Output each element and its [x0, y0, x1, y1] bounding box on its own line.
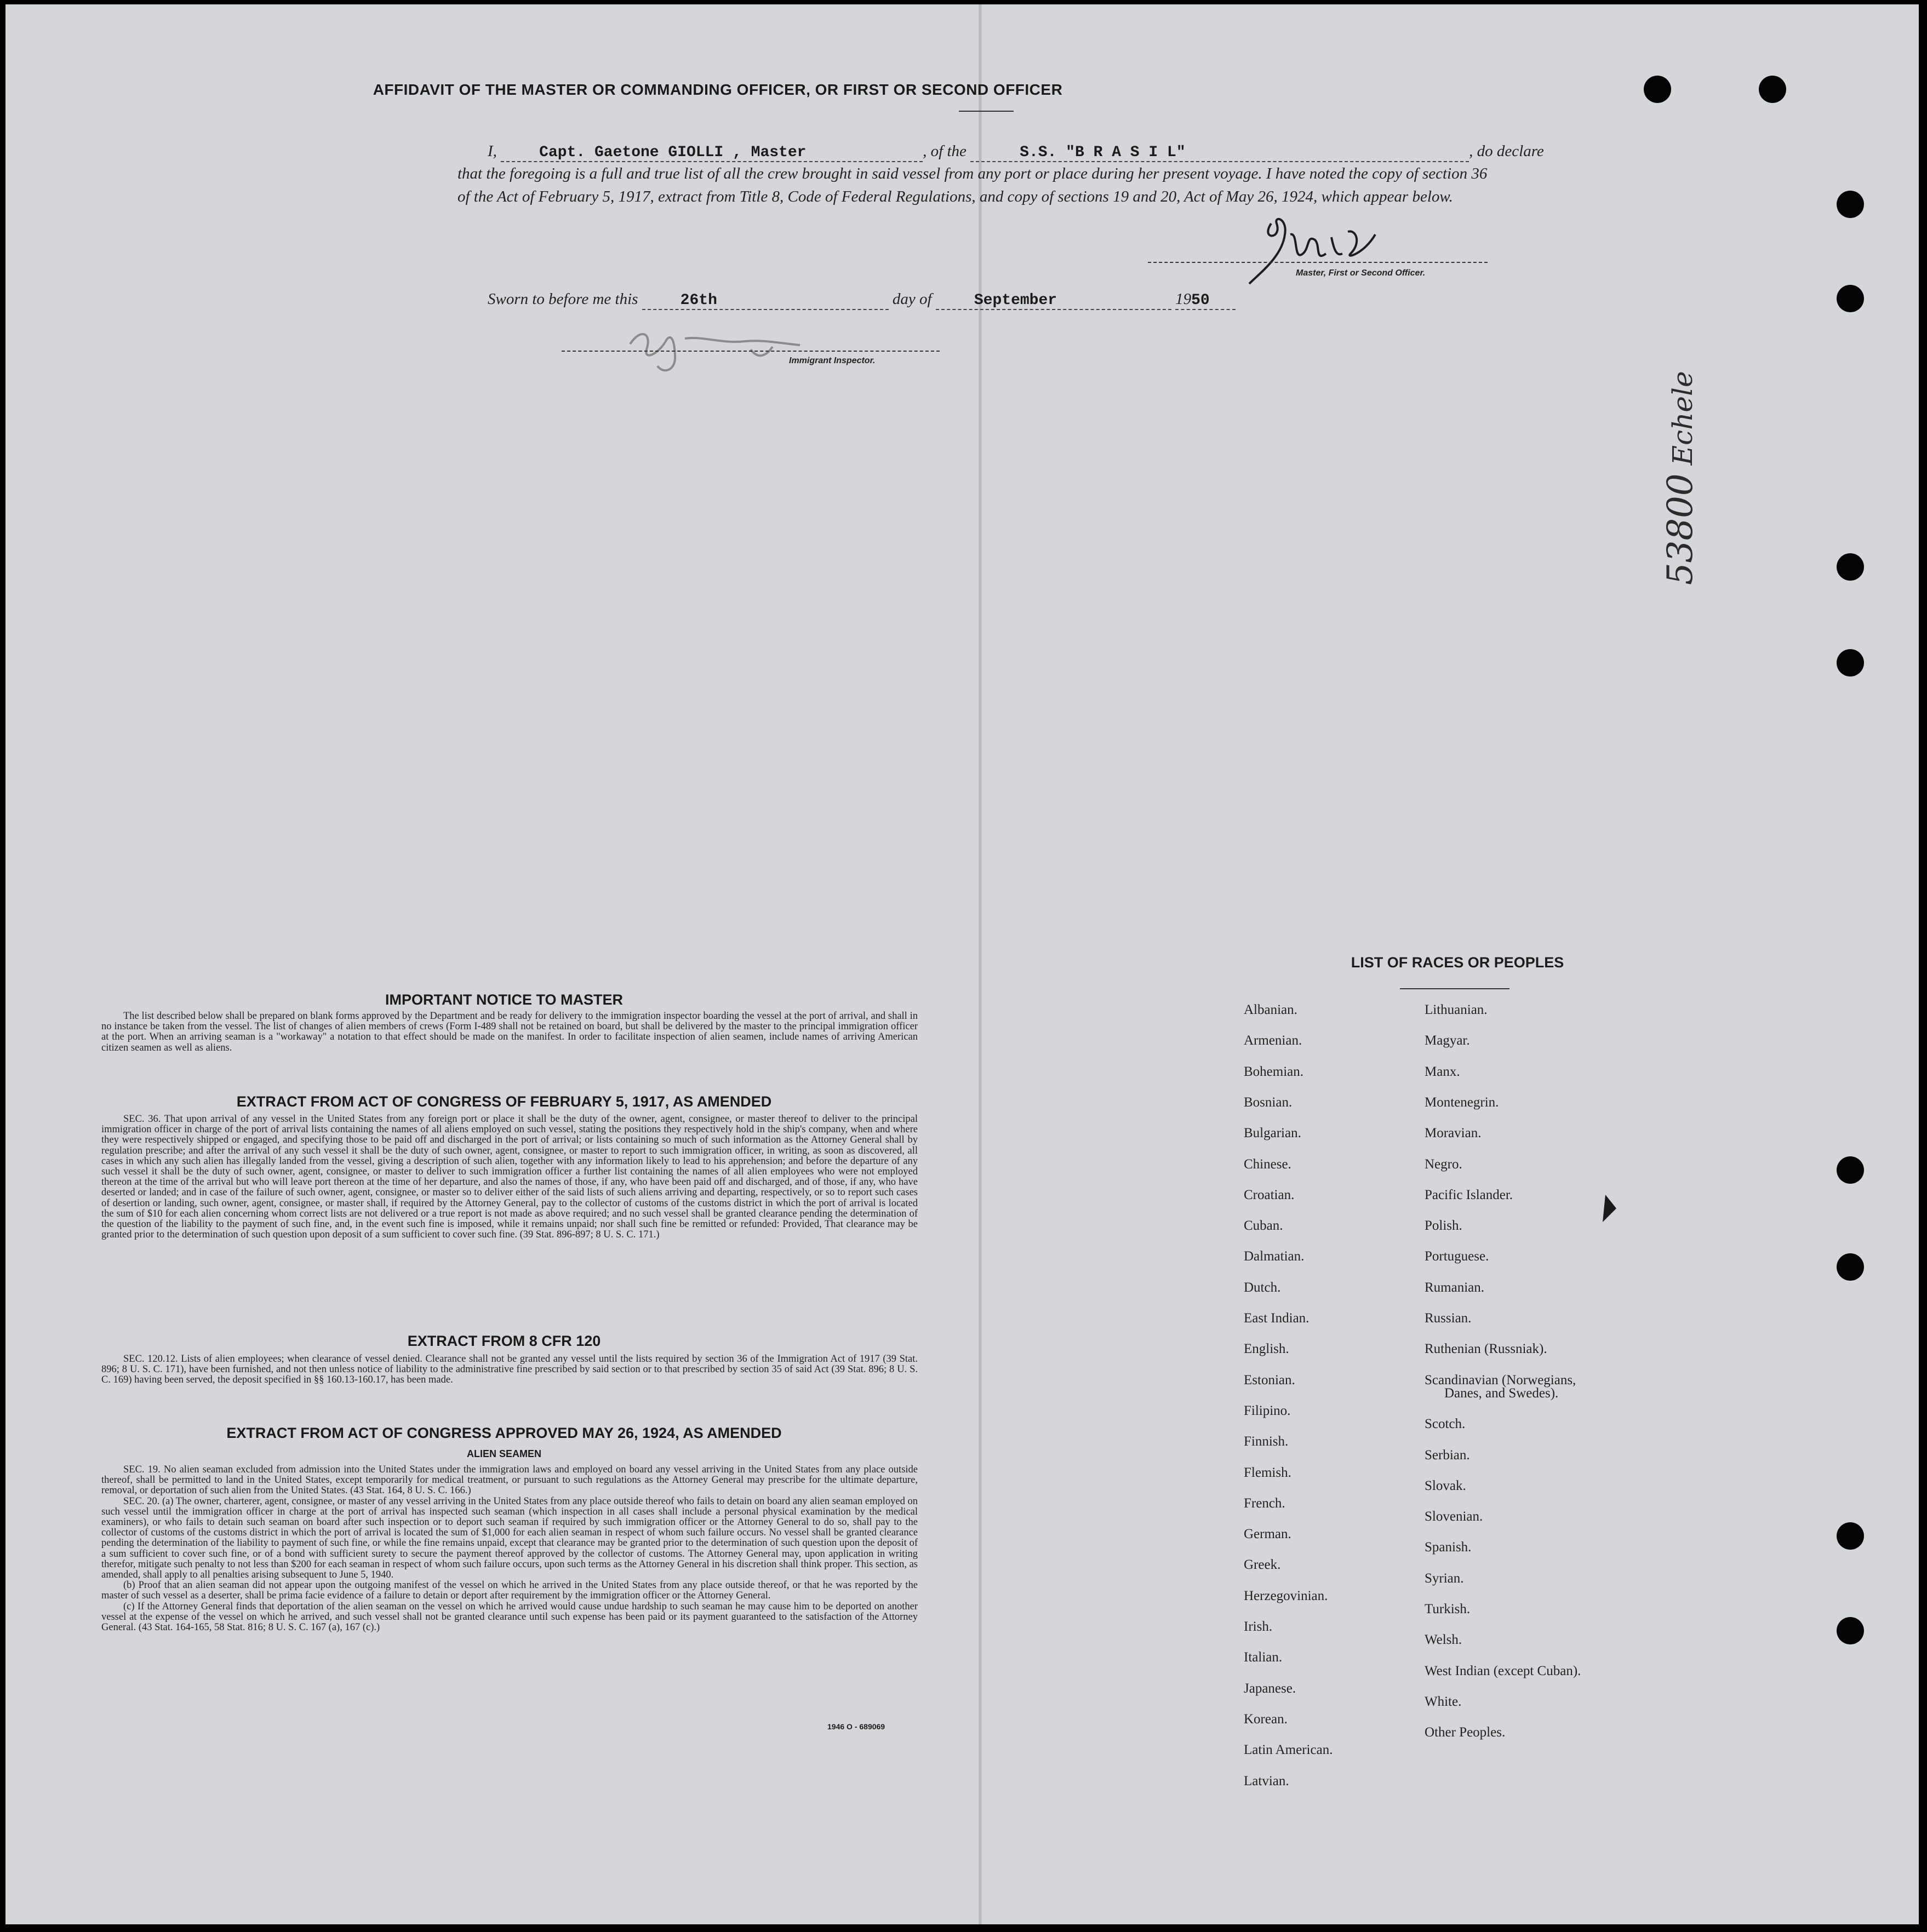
race-item: Albanian.	[1244, 1002, 1297, 1017]
race-item: Bohemian.	[1244, 1064, 1304, 1079]
binder-hole	[1837, 553, 1864, 581]
declaration-line	[488, 142, 1544, 162]
sec-20b: (b) Proof that an alien seaman did not appear upon the outgoing manifest of the vessel on which he arrived in the United States from any place outside thereof, or that he was reported by the master of such vessel as a deserter, shall be prima facie evidence of a failure to detain or deport after requirement by the immigration officer or the Attorney General.	[101, 1580, 918, 1602]
inspector-caption: Immigrant Inspector.	[789, 356, 876, 365]
extract-1917-text: SEC. 36. That upon arrival of any vessel in the United States from any foreign port or place it shall be the duty of the owner, agent, consignee, or master thereof to deliver to the principal immigration officer in charge of the port of arrival lists containing the names of all aliens employed on such vessel, stating the positions they respectively hold in the ship's company, when and where they were respectively shipped or engaged, and specifying those to be paid off and discharged in the port of arrival; or lists containing so much of such information as the Attorney General shall by regulation prescribe; and after the arrival of any such vessel it shall be the duty of such owner, agent, consignee, or master to report to such immigration officer, in writing, as soon as discovered, all cases in which any such alien has illegally landed from the vessel, giving a description of such alien, together with any information likely to lead to his apprehension; and before the departure of any such vessel it shall be the duty of such owner, agent, consignee, or master to deliver to such immigration officer a further list containing the names of all alien employees who were not employed thereon at the time of the arrival but who will leave port thereon at the time of her departure, and also the names of those, if any, who have been paid off and discharged, and of those, if any, who have deserted or landed; and in case of the failure of such owner, agent, consignee, or master so to deliver either of the said lists of such aliens arriving and departing, respectively, or so to report such cases of desertion or landing, such owner, agent, consignee, or master shall, if required by the Attorney General, pay to the collector of customs of the customs district in which the port of arrival is located the sum of $10 for each alien concerning whom correct lists are not delivered or a true report is not made as above required; and no such vessel shall be granted clearance pending the determination of the question of the liability to the payment of such fine, and, in the event such fine is imposed, while it remains unpaid; nor shall such fine be remitted or refunded: Provided, That clearance may be granted prior to the determination of such question upon deposit of a sum sufficient to cover such fine. (39 Stat. 896-897; 8 U. S. C. 171.)	[101, 1114, 918, 1241]
year-prefix: 19	[1175, 290, 1192, 308]
year-field	[1175, 290, 1236, 310]
binder-hole	[1837, 649, 1864, 677]
title-rule	[959, 111, 1014, 112]
race-item: Polish.	[1425, 1218, 1462, 1234]
race-item: English.	[1244, 1341, 1289, 1357]
sworn-prefix: Sworn to before me this	[488, 290, 638, 308]
race-item: Spanish.	[1425, 1540, 1472, 1555]
extract-cfr-heading: EXTRACT FROM 8 CFR 120	[407, 1333, 601, 1349]
race-item: German.	[1244, 1527, 1291, 1542]
race-item: Korean.	[1244, 1711, 1288, 1727]
pointer-mark	[1600, 1192, 1622, 1225]
race-item: Bulgarian.	[1244, 1126, 1301, 1141]
race-item: French.	[1244, 1495, 1285, 1511]
race-item: Syrian.	[1425, 1570, 1464, 1586]
race-item: Dutch.	[1244, 1280, 1281, 1295]
sec-20a: SEC. 20. (a) The owner, charterer, agent, consignee, or master of any vessel arriving in the United States from any place outside thereof who fails to detain on board any alien seaman employed on such vessel until the immigration officer in charge at the port of arrival has inspected such seaman (which inspection in all cases shall include a personal physical examination by the medical examiners), or who fails to detain such seaman on board after such inspection or to deport such seaman if required by such immigration officer or the Attorney General to do so, shall pay to the collector of customs of the customs district in which the port of arrival is located the sum of $1,000 for each alien seaman in respect of whom such failure occurs. No vessel shall be granted clearance pending the determination of the liability to payment of such fine, or while the fine remains unpaid, except that clearance may be granted prior to the determination of such question upon the deposit of a sum sufficient to cover such fine, or of a bond with sufficient surety to secure the payment thereof approved by the collector of customs. The Attorney General may, upon application in writing therefor, mitigate such penalty to not less than $200 for each seaman in respect of whom such failure occurs, upon such terms as the Attorney General in his discretion shall think proper. This section, as amended, shall apply to all penalties arising subsequent to June 5, 1940.	[101, 1495, 918, 1581]
margin-note-number: 53800	[1660, 473, 1701, 585]
races-rule	[1400, 988, 1509, 989]
race-item: Cuban.	[1244, 1218, 1283, 1234]
race-item: Magyar.	[1425, 1033, 1470, 1048]
document-sheet	[5, 4, 1919, 1924]
race-item: Danes, and Swedes).	[1444, 1385, 1559, 1401]
race-item: Dalmatian.	[1244, 1249, 1305, 1264]
race-item: Scandinavian (Norwegians,	[1425, 1372, 1576, 1388]
race-item: Filipino.	[1244, 1403, 1291, 1418]
inspector-signature	[614, 311, 822, 377]
sec-20c: (c) If the Attorney General finds that deportation of the alien seaman on the vessel on which he arrived would cause undue hardship to such seaman he may cause him to be deported on another vessel at the expense of the vessel on which he arrived, and such vessel shall not be granted clearance until such expense has been paid or its payment guaranteed to the satisfaction of the Attorney General. (43 Stat. 164-165, 58 Stat. 816; 8 U. S. C. 167 (a), 167 (c).)	[101, 1601, 918, 1633]
extract-1924-text	[101, 1465, 918, 1633]
race-item: Ruthenian (Russniak).	[1425, 1341, 1547, 1357]
race-item: Pacific Islander.	[1425, 1187, 1513, 1202]
race-item: Lithuanian.	[1425, 1002, 1488, 1017]
race-item: Flemish.	[1244, 1465, 1291, 1480]
race-item: Armenian.	[1244, 1033, 1302, 1048]
affidavit-title: AFFIDAVIT OF THE MASTER OR COMMANDING OFFICER, OR FIRST OR SECOND OFFICER	[373, 81, 1063, 98]
race-item: Montenegrin.	[1425, 1094, 1499, 1110]
race-item: Chinese.	[1244, 1156, 1291, 1172]
signature-caption: Master, First or Second Officer.	[1296, 268, 1426, 278]
race-item: Other Peoples.	[1425, 1725, 1506, 1740]
declaration-prefix: I,	[488, 142, 497, 160]
race-item: Turkish.	[1425, 1602, 1471, 1616]
margin-note	[1660, 371, 1701, 585]
sworn-month: September	[974, 292, 1057, 309]
sworn-day: 26th	[680, 292, 717, 309]
race-item: White.	[1425, 1694, 1462, 1709]
race-item: Moravian.	[1425, 1126, 1482, 1141]
day-of-label: day of	[892, 290, 932, 308]
binder-hole	[1837, 285, 1864, 312]
year-suffix: 50	[1191, 292, 1210, 309]
races-heading: LIST OF RACES OR PEOPLES	[1351, 954, 1564, 971]
race-item: Manx.	[1425, 1064, 1460, 1079]
race-item: Herzegovinian.	[1244, 1588, 1328, 1603]
master-signature	[1238, 202, 1397, 295]
do-declare-label: , do declare	[1469, 142, 1544, 160]
binder-hole	[1837, 1522, 1864, 1550]
race-item: Scotch.	[1425, 1417, 1466, 1432]
notice-heading: IMPORTANT NOTICE TO MASTER	[385, 991, 623, 1008]
declaration-body: that the foregoing is a full and true list of all the crew brought in said vessel from any port or place during her present voyage. I have noted the copy of section 36 of the Act of February 5, 1917, extract from Title 8, Code of Federal Regulations, and copy of sections 19 and 20, Act of May 26, 1924, which appear below.	[458, 165, 1488, 205]
binder-hole	[1837, 1617, 1864, 1644]
binder-hole	[1644, 76, 1671, 103]
race-item: Croatian.	[1244, 1187, 1295, 1202]
sworn-line	[488, 290, 1236, 310]
race-item: Russian.	[1425, 1311, 1472, 1326]
master-signature-line	[1148, 262, 1488, 263]
vessel-field	[970, 142, 1469, 162]
margin-note-word: Echele	[1667, 371, 1699, 466]
extract-cfr-text: SEC. 120.12. Lists of alien employees; when clearance of vessel denied. Clearance shall not be granted any vessel until the lists required by section 36 of the Immigration Act of 1917 (39 Stat. 896; 8 U. S. C. 171), have been furnished, and not then unless notice of liability to the administrative fine prescribed by said section or to that prescribed by section 35 of said Act (39 Stat. 896; 8 U. S. C. 169) having been served, the deposit specified in §§ 160.13-160.17, has been made.	[101, 1354, 918, 1386]
race-item: Bosnian.	[1244, 1094, 1293, 1110]
race-item: Negro.	[1425, 1156, 1462, 1172]
binder-hole	[1837, 1156, 1864, 1184]
master-name: Capt. Gaetone GIOLLI , Master	[539, 144, 807, 161]
race-item: Welsh.	[1425, 1632, 1462, 1648]
sec-19: SEC. 19. No alien seaman excluded from admission into the United States under the immigration laws and employed on board any vessel arriving in the United States from any place outside thereof, shall be permitted to land in the United States, except temporarily for medical treatment, or pursuant to such regulations as the Attorney General may prescribe for the ultimate departure, removal, or deportation of such alien from the United States. (43 Stat. 164, 8 U. S. C. 166.)	[101, 1464, 918, 1497]
race-item: Slovak.	[1425, 1478, 1466, 1493]
race-item: Italian.	[1244, 1650, 1283, 1665]
race-item: Greek.	[1244, 1557, 1281, 1573]
race-item: Irish.	[1244, 1619, 1273, 1634]
race-item: Serbian.	[1425, 1447, 1470, 1463]
race-item: Portuguese.	[1425, 1249, 1489, 1264]
vessel-name: S.S. "B R A S I L"	[1020, 144, 1186, 161]
extract-1924-subheading: ALIEN SEAMEN	[466, 1448, 541, 1459]
binder-hole	[1837, 1253, 1864, 1281]
extract-1917-heading: EXTRACT FROM ACT OF CONGRESS OF FEBRUARY 5, 1917, AS AMENDED	[236, 1093, 772, 1110]
master-name-field	[501, 142, 923, 162]
binder-hole	[1837, 191, 1864, 218]
race-item: Latin American.	[1244, 1742, 1333, 1758]
print-code: 1946 O - 689069	[827, 1722, 885, 1731]
notice-text: The list described below shall be prepared on blank forms approved by the Department and be ready for delivery to the immigration inspector boarding the vessel at the port of arrival, and shall in no instance be taken from the vessel. The list of changes of alien members of crews (Form I-489 shall not be retained on board, but shall be delivered by the master to the principal immigration officer at the port. When an arriving seaman is a "workaway" a notation to that effect should be made on the manifest. In order to facilitate inspection of alien seamen, include names of arriving American citizen seamen as well as aliens.	[101, 1011, 918, 1053]
extract-1924-heading: EXTRACT FROM ACT OF CONGRESS APPROVED MAY 26, 1924, AS AMENDED	[226, 1425, 782, 1441]
race-item: West Indian (except Cuban).	[1425, 1663, 1581, 1678]
of-the-label: , of the	[923, 142, 967, 160]
month-field	[936, 290, 1171, 310]
race-item: East Indian.	[1244, 1311, 1310, 1326]
binder-hole	[1759, 76, 1786, 103]
race-item: Rumanian.	[1425, 1280, 1485, 1295]
inspector-signature-line	[562, 351, 940, 352]
race-item: Slovenian.	[1425, 1509, 1483, 1524]
race-item: Finnish.	[1244, 1434, 1289, 1449]
race-item: Japanese.	[1244, 1681, 1296, 1696]
race-item: Estonian.	[1244, 1372, 1295, 1388]
day-field	[642, 290, 889, 310]
race-item: Latvian.	[1244, 1773, 1289, 1788]
